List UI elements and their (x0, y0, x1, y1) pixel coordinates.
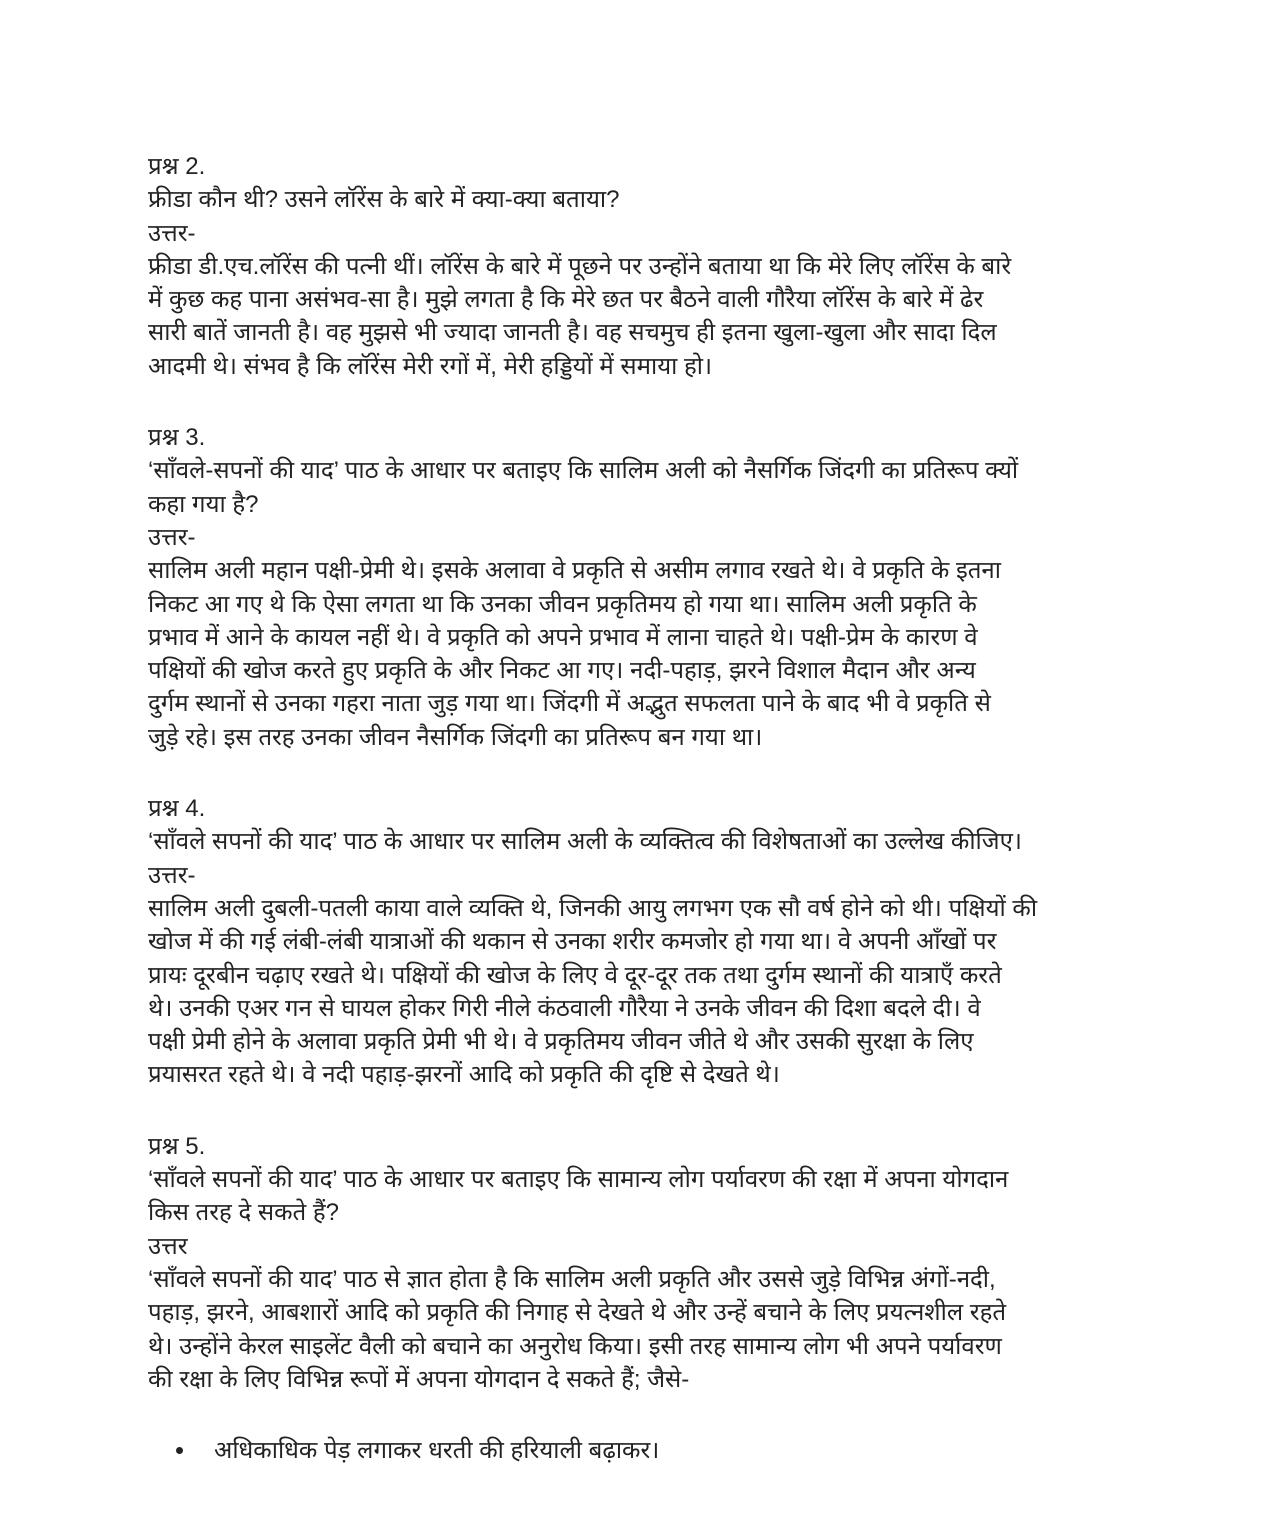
question-text: ‘साँवले सपनों की याद’ पाठ के आधार पर सालिम अली के व्यक्तित्व की विशेषताओं का उल्लेख कीजिए। (148, 828, 1022, 856)
answer-text: थे। उनकी एअर गन से घायल होकर गिरी नीले कंठवाली गौरैया ने उनके जीवन की दिशा बदले दी। वे (148, 994, 981, 1022)
question-label: प्रश्न 5. (148, 1132, 206, 1160)
document (148, 150, 1148, 1505)
answer-text: आदमी थे। संभव है कि लॉरेंस मेरी रगों में, मेरी हड्डियों में समाया हो। (148, 352, 713, 380)
answer-text: फ्रीडा डी.एच.लॉरेंस की पत्नी थीं। लॉरेंस के बारे में पूछने पर उन्होंने बताया था कि मेरे लिए लॉरेंस के बारे (148, 252, 1012, 280)
answer-text: प्रयासरत रहते थे। वे नदी पहाड़-झरनों आदि को प्रकृति की दृष्टि से देखते थे। (148, 1061, 780, 1089)
answer-text: दुर्गम स्थानों से उनका गहरा नाता जुड़ गया था। जिंदगी में अद्भुत सफलता पाने के बाद भी वे प्रकृति से (148, 690, 991, 718)
answer-text: पहाड़, झरने, आबशारों आदि को प्रकृति की निगाह से देखते थे और उन्हें बचाने के लिए प्रयत्नशील रहते (148, 1299, 1007, 1327)
bullet-icon (176, 1447, 183, 1454)
answer-text: सालिम अली महान पक्षी-प्रेमी थे। इसके अलावा वे प्रकृति से असीम लगाव रखते थे। वे प्रकृति के इतना (148, 557, 1001, 585)
question-label: प्रश्न 2. (148, 153, 206, 180)
question-text: ‘साँवले सपनों की याद’ पाठ के आधार पर बताइए कि सामान्य लोग पर्यावरण की रक्षा में अपना योगदान (148, 1166, 1009, 1194)
answer-text: सारी बातें जानती है। वह मुझसे भी ज्यादा जानती है। वह सचमुच ही इतना खुला-खुला और सादा दिल (148, 319, 997, 347)
question-section (148, 792, 1148, 1092)
question-label: प्रश्न 4. (148, 795, 206, 823)
answer-text: की रक्षा के लिए विभिन्न रूपों में अपना योगदान दे सकते हैं; जैसे- (148, 1365, 690, 1393)
answer-label: उत्तर- (148, 523, 196, 551)
question-text: ‘साँवले-सपनों की याद’ पाठ के आधार पर बताइए कि सालिम अली को नैसर्गिक जिंदगी का प्रतिरूप क्यों (148, 457, 1019, 485)
question-text: किस तरह दे सकते हैं? (148, 1199, 339, 1227)
question-section (148, 1130, 1148, 1468)
question-text: फ्रीडा कौन थी? उसने लॉरेंस के बारे में क्या-क्या बताया? (148, 186, 620, 214)
answer-label: उत्तर (148, 1232, 188, 1260)
question-label: प्रश्न 3. (148, 424, 206, 452)
question-text: कहा गया है? (148, 490, 259, 518)
answer-text: में कुछ कह पाना असंभव-सा है। मुझे लगता है कि मेरे छत पर बैठने वाली गौरैया लॉरेंस के बारे में ढेर (148, 286, 984, 314)
answer-label: उत्तर- (148, 219, 196, 247)
question-section (148, 150, 1148, 383)
answer-text: पक्षियों की खोज करते हुए प्रकृति के और निकट आ गए। नदी-पहाड़, झरने विशाल मैदान और अन्य (148, 657, 976, 685)
answer-text: ‘साँवले सपनों की याद’ पाठ से ज्ञात होता है कि सालिम अली प्रकृति और उससे जुड़े विभिन्न अंगों-नदी, (148, 1265, 996, 1293)
question-section (148, 421, 1148, 754)
answer-text: सालिम अली दुबली-पतली काया वाले व्यक्ति थे, जिनकी आयु लगभग एक सौ वर्ष होने को थी। पक्षियों की (148, 894, 1038, 922)
list-item-text: अधिकाधिक पेड़ लगाकर धरती की हरियाली बढ़ाकर। (214, 1437, 660, 1465)
list-item (148, 1434, 1148, 1467)
answer-text: निकट आ गए थे कि ऐसा लगता था कि उनका जीवन प्रकृतिमय हो गया था। सालिम अली प्रकृति के (148, 590, 977, 618)
answer-text: प्रभाव में आने के कायल नहीं थे। वे प्रकृति को अपने प्रभाव में लाना चाहते थे। पक्षी-प्रेम के कारण वे (148, 623, 978, 651)
answer-text: पक्षी प्रेमी होने के अलावा प्रकृति प्रेमी भी थे। वे प्रकृतिमय जीवन जीते थे और उसकी सुरक्षा के लिए (148, 1028, 974, 1056)
answer-text: जुड़े रहे। इस तरह उनका जीवन नैसर्गिक जिंदगी का प्रतिरूप बन गया था। (148, 723, 763, 751)
answer-text: प्रायः दूरबीन चढ़ाए रखते थे। पक्षियों की खोज के लिए वे दूर-दूर तक तथा दुर्गम स्थानों की यात्राएँ करते (148, 961, 1002, 989)
answer-label: उत्तर- (148, 861, 196, 889)
bullet-list (148, 1434, 1148, 1467)
answer-text: थे। उन्होंने केरल साइलेंट वैली को बचाने का अनुरोध किया। इसी तरह सामान्य लोग भी अपने पर्यावरण (148, 1332, 1002, 1360)
answer-text: खोज में की गई लंबी-लंबी यात्राओं की थकान से उनका शरीर कमजोर हो गया था। वे अपनी आँखों पर (148, 928, 997, 956)
